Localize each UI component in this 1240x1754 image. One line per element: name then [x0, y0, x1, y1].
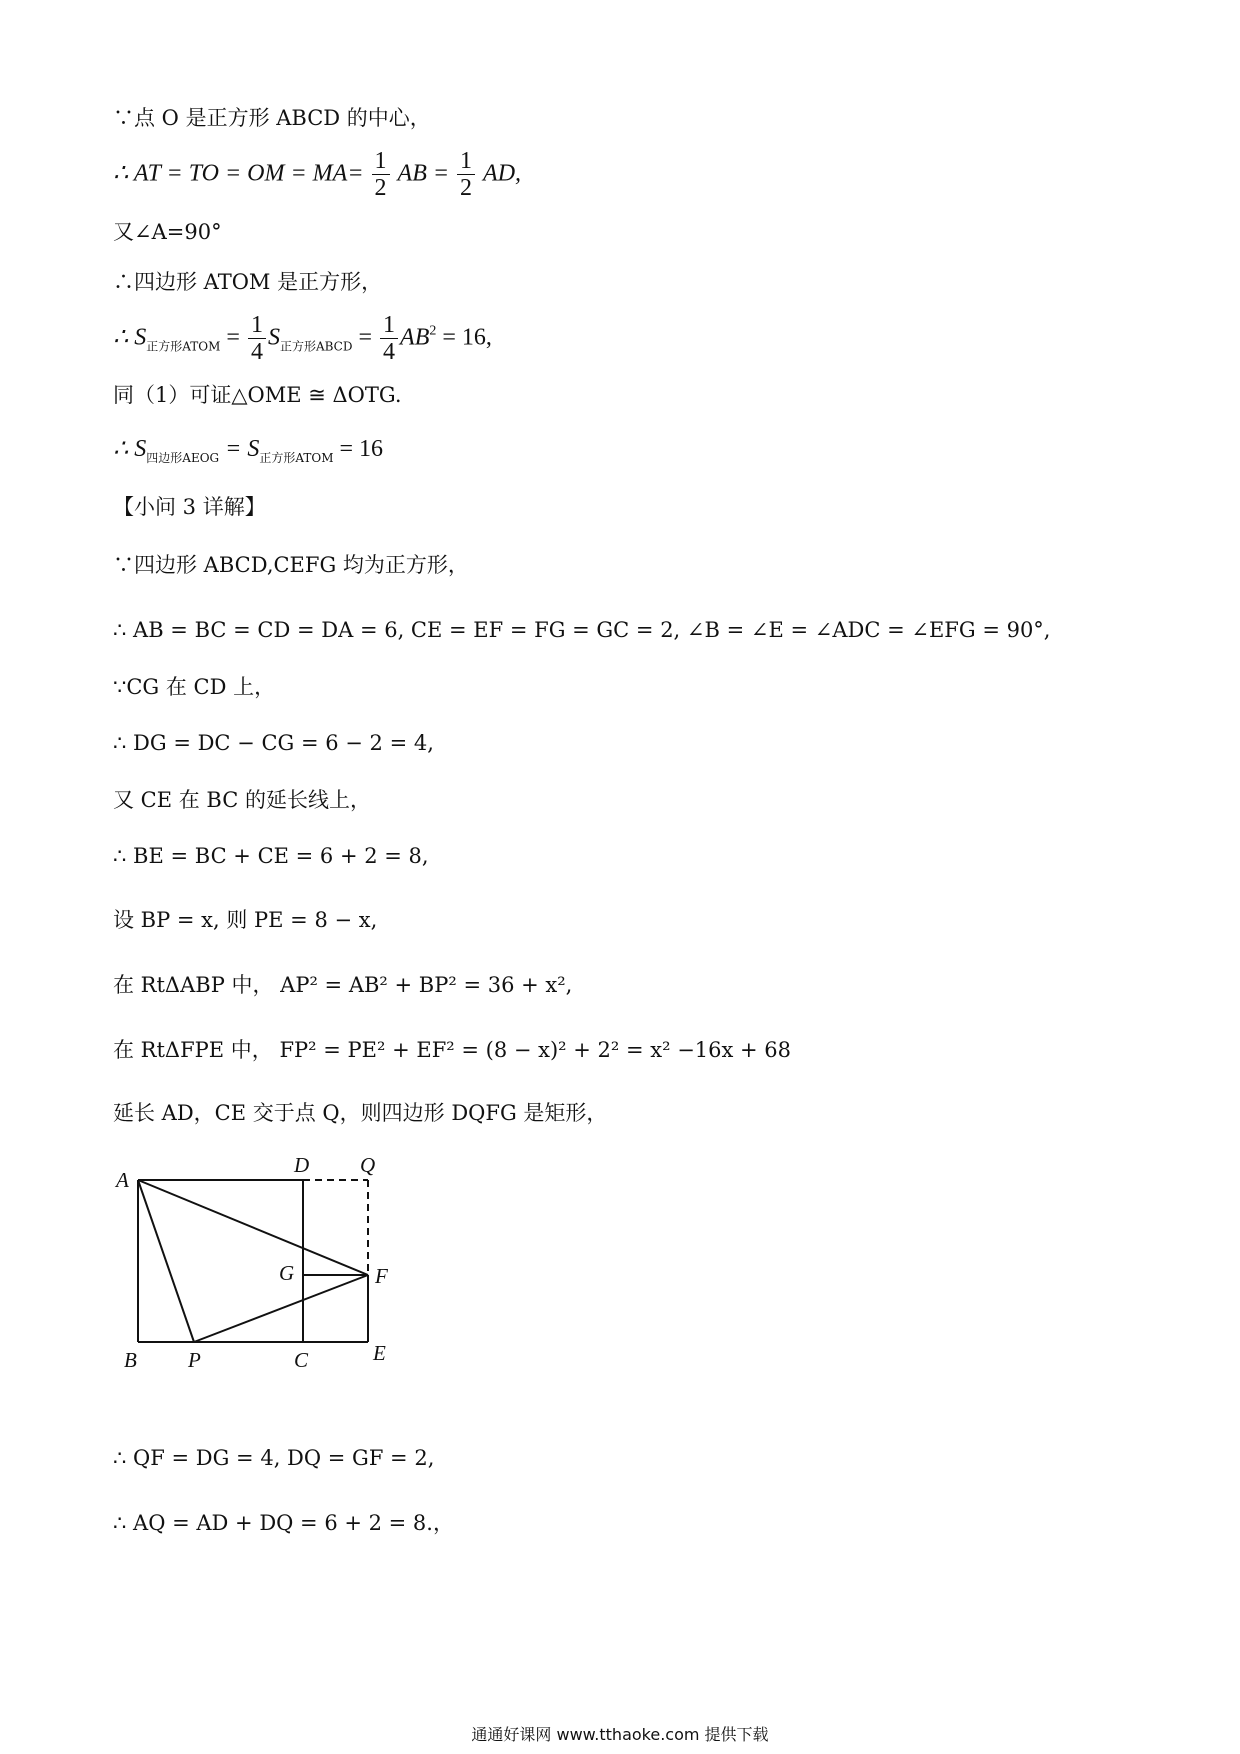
text-line: 延长 AD，CE 交于点 Q，则四边形 DQFG 是矩形， — [113, 1101, 608, 1125]
label-B: B — [124, 1348, 137, 1372]
label-A: A — [116, 1168, 129, 1192]
text-line: 设 BP = x, 则 PE = 8 − x, — [113, 908, 378, 932]
text-line: ∴ BE = BC + CE = 6 + 2 = 8, — [113, 844, 429, 868]
text-line: ∴ AQ = AD + DQ = 6 + 2 = 8.， — [113, 1511, 454, 1535]
footer: 通通好课网 www.tthaoke.com 提供下载 — [471, 1725, 769, 1744]
text-line: ∴ DG = DC − CG = 6 − 2 = 4, — [113, 731, 434, 755]
text-line: ∵CG 在 CD 上， — [113, 675, 276, 699]
text-line: ∴ QF = DG = 4, DQ = GF = 2, — [113, 1446, 435, 1470]
section-heading: 【小问 3 详解】 — [113, 495, 266, 519]
segment-AP — [138, 1180, 194, 1342]
segment-AF — [138, 1180, 368, 1275]
text-line: ∵四边形 ABCD,CEFG 均为正方形， — [113, 553, 469, 577]
text-line: 又∠A=90° — [113, 220, 222, 244]
formula-line: ∴ $S_{正方形ATOM}$ = $\frac{1}{4}$ $S_{正方形ABCD}$ = $\frac{1}{4}$ $AB^2 = 16$, — [113, 312, 492, 366]
text-line: ∴ AB = BC = CD = DA = 6, CE = EF = FG = GC = 2, ∠B = ∠E = ∠ADC = ∠EFG = 90°, — [113, 618, 1051, 642]
formula-line: ∴ $S_{四边形AEOG} = S_{正方形ATOM} = 16$ — [113, 436, 384, 465]
text-line: 又 CE 在 BC 的延长线上， — [113, 788, 371, 812]
segment-PF — [194, 1275, 368, 1342]
label-E: E — [373, 1341, 386, 1365]
label-P: P — [188, 1348, 201, 1372]
text-line: 在 RtΔFPE 中， FP² = PE² + EF² = (8 − x)² + 2² = x² −16x + 68 — [113, 1038, 792, 1062]
text-line: ∴四边形 ATOM 是正方形， — [113, 270, 383, 294]
text-line: 在 RtΔABP 中， AP² = AB² + BP² = 36 + x², — [113, 973, 573, 997]
formula-line: ∴ AT = TO = OM = MA= $\frac{1}{2}$ AB = $\frac{1}{2}$ AD, — [113, 148, 522, 202]
text-line: ∵点 O 是正方形 ABCD 的中心， — [113, 106, 431, 130]
label-F: F — [375, 1264, 388, 1288]
label-Q: Q — [360, 1153, 376, 1177]
text-line: 同（1）可证△OME ≅ ΔOTG. — [113, 383, 402, 407]
label-D: D — [294, 1153, 310, 1177]
geometry-figure — [108, 1150, 408, 1380]
label-G: G — [279, 1261, 295, 1285]
label-C: C — [294, 1348, 309, 1372]
